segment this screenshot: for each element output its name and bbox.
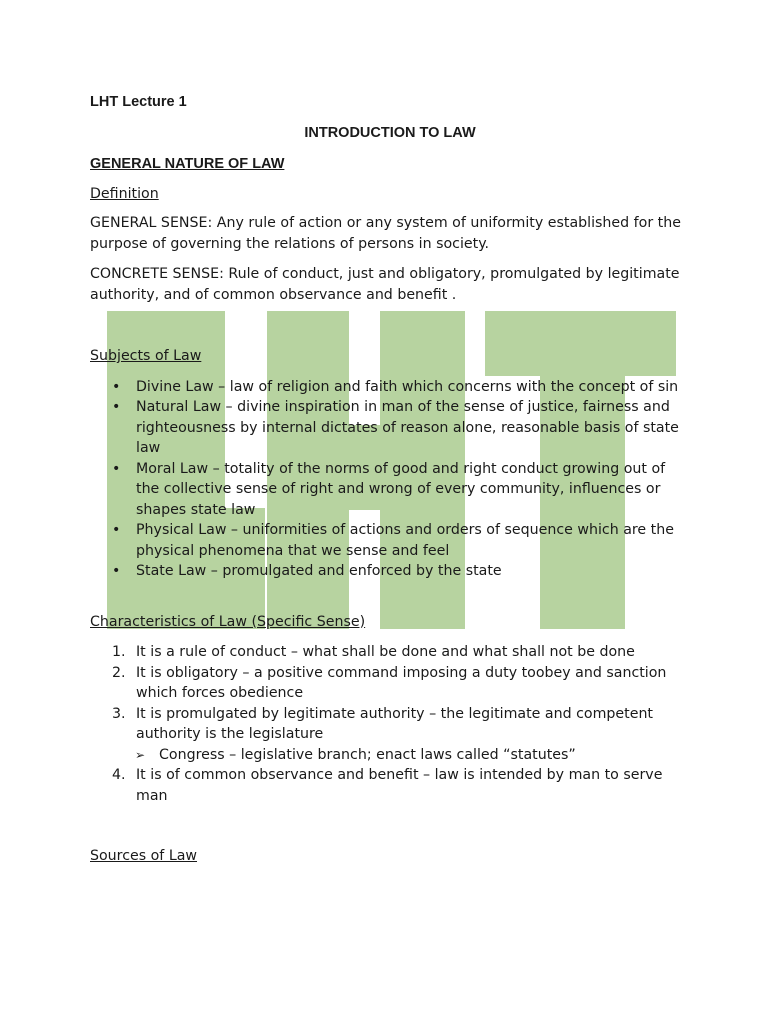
bullet-icon: • [112, 563, 121, 579]
subjects-heading: Subjects of Law [90, 348, 202, 364]
list-item: • State Law – promulgated and enforced by the state [90, 561, 690, 582]
characteristics-list [90, 642, 690, 806]
lecture-header: LHT Lecture 1 [90, 94, 187, 110]
list-item: • Physical Law – uniformities of actions and orders of sequence which are the physical phenomena that we sense and feel [112, 522, 674, 559]
bullet-icon: • [112, 399, 121, 415]
list-item: 1. It is a rule of conduct – what shall be done and what shall not be done [112, 644, 635, 660]
subjects-list [90, 377, 690, 582]
list-item: • Moral Law – totality of the norms of good and right conduct growing out of the collective sense of right and wrong of every community, influences or shapes state law [112, 460, 666, 518]
concrete-sense-paragraph: CONCRETE SENSE: Rule of conduct, just and obligatory, promulgated by legitimate authority, and of common observance and benefit . [90, 266, 680, 303]
list-item: • Natural Law – divine inspiration in man of the sense of justice, fairness and righteousness by internal dictates of reason alone, reasonable basis of state law [112, 399, 679, 456]
section-heading: GENERAL NATURE OF LAW [90, 156, 285, 172]
list-item: • Divine Law – law of religion and faith which concerns with the concept of sin [90, 377, 690, 398]
list-item: 2. It is obligatory – a positive command imposing a duty toobey and sanction which forces obedience [112, 664, 667, 701]
list-item: 3. It is promulgated by legitimate authority – the legitimate and competent authority is the legislature [112, 705, 653, 742]
bullet-icon: • [112, 460, 121, 477]
sub-list-item: ➢ Congress – legislative branch; enact laws called “statutes” [90, 745, 690, 766]
definition-heading: Definition [90, 185, 159, 202]
document-body [90, 92, 690, 867]
sources-heading: Sources of Law [90, 848, 198, 864]
general-sense-paragraph: GENERAL SENSE: Any rule of action or any system of uniformity established for the purpose of governing the relations of persons in society. [90, 215, 681, 252]
list-item: 4. It is of common observance and benefit – law is intended by man to serve man [112, 767, 663, 804]
bullet-icon: • [112, 522, 121, 538]
page-title: INTRODUCTION TO LAW [304, 124, 476, 141]
bullet-icon: • [112, 378, 121, 395]
arrow-bullet-icon: ➢ [135, 747, 146, 762]
characteristics-heading: Characteristics of Law (Specific Sense) [90, 613, 366, 630]
